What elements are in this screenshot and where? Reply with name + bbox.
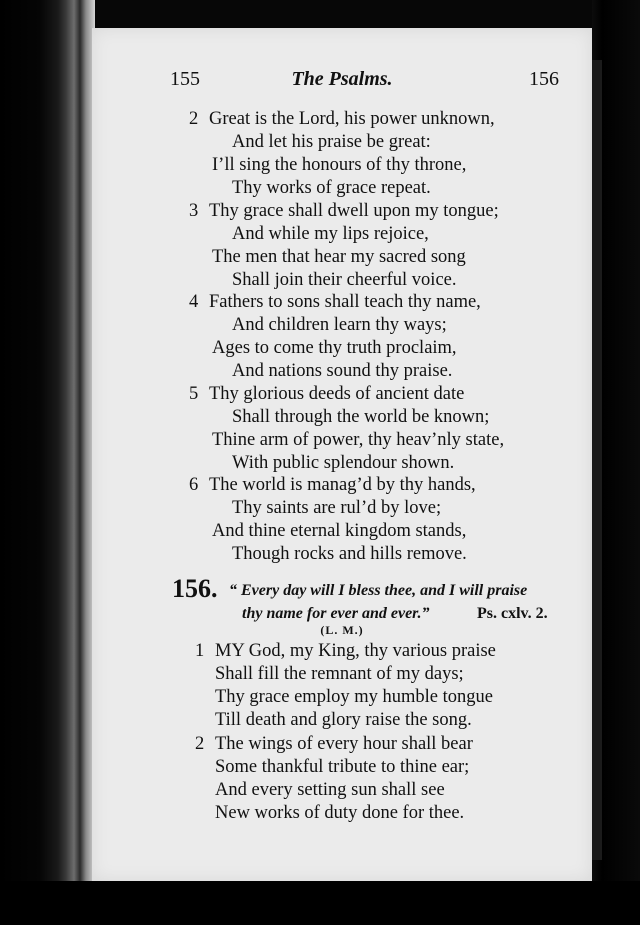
verse-line: Though rocks and hills remove. xyxy=(232,544,467,564)
verse-line: And children learn thy ways; xyxy=(232,315,447,335)
stanza-number: 5 xyxy=(189,384,199,404)
stanza-number: 3 xyxy=(189,201,199,221)
verse-line: New works of duty done for thee. xyxy=(215,803,465,823)
verse-line: Till death and glory raise the song. xyxy=(215,710,472,730)
stanza-number: 4 xyxy=(189,292,199,312)
verse-line: I’ll sing the honours of thy throne, xyxy=(212,155,467,175)
stanza-number: 2 xyxy=(195,734,205,754)
verse-line: With public splendour shown. xyxy=(232,453,455,473)
verse-line: Some thankful tribute to thine ear; xyxy=(215,757,470,777)
verse-line: The wings of every hour shall bear xyxy=(215,734,473,754)
verse-line: And thine eternal kingdom stands, xyxy=(212,521,467,541)
scripture-reference: Ps. cxlv. 2. xyxy=(477,605,548,622)
verse-line: Shall through the world be known; xyxy=(232,407,490,427)
verse-line: Ages to come thy truth proclaim, xyxy=(212,338,457,358)
hymn-number: 156. xyxy=(172,574,218,603)
verse-line: And while my lips rejoice, xyxy=(232,224,429,244)
book-binding-left xyxy=(0,0,95,925)
verse-line: Great is the Lord, his power unknown, xyxy=(209,109,495,129)
stanza-number: 2 xyxy=(189,109,199,129)
verse-line: And every setting sun shall see xyxy=(215,780,445,800)
stanza-number: 6 xyxy=(189,475,199,495)
verse-line: Thine arm of power, thy heav’nly state, xyxy=(212,430,505,450)
running-title: The Psalms. xyxy=(291,68,393,90)
page-number-left: 155 xyxy=(170,68,200,90)
verse-line: Shall fill the remnant of my days; xyxy=(215,664,464,684)
verse-line: Fathers to sons shall teach thy name, xyxy=(209,292,481,312)
verse-line: Shall join their cheerful voice. xyxy=(232,270,457,290)
page-number-right: 156 xyxy=(529,68,559,90)
verse-line: The world is manag’d by thy hands, xyxy=(209,475,476,495)
verse-line: MY God, my King, thy various praise xyxy=(215,641,496,661)
verse-line: Thy saints are rul’d by love; xyxy=(232,498,442,518)
stanza-number: 1 xyxy=(195,641,205,661)
book-page xyxy=(92,28,592,881)
page-header xyxy=(92,68,592,102)
epigraph-line-2: thy name for ever and ever.” xyxy=(242,605,430,622)
verse-line: Thy glorious deeds of ancient date xyxy=(209,384,465,404)
verse-line: Thy grace employ my humble tongue xyxy=(215,687,493,707)
meter-marking: (L. M.) xyxy=(320,623,364,637)
scan-border-bottom xyxy=(0,881,640,925)
verse-line: The men that hear my sacred song xyxy=(212,247,466,267)
verse-line: Thy grace shall dwell upon my tongue; xyxy=(209,201,499,221)
epigraph-line-1: “ Every day will I bless thee, and I will praise xyxy=(229,582,528,599)
verse-line: And let his praise be great: xyxy=(232,132,431,152)
verse-line: Thy works of grace repeat. xyxy=(232,178,431,198)
verse-line: And nations sound thy praise. xyxy=(232,361,453,381)
